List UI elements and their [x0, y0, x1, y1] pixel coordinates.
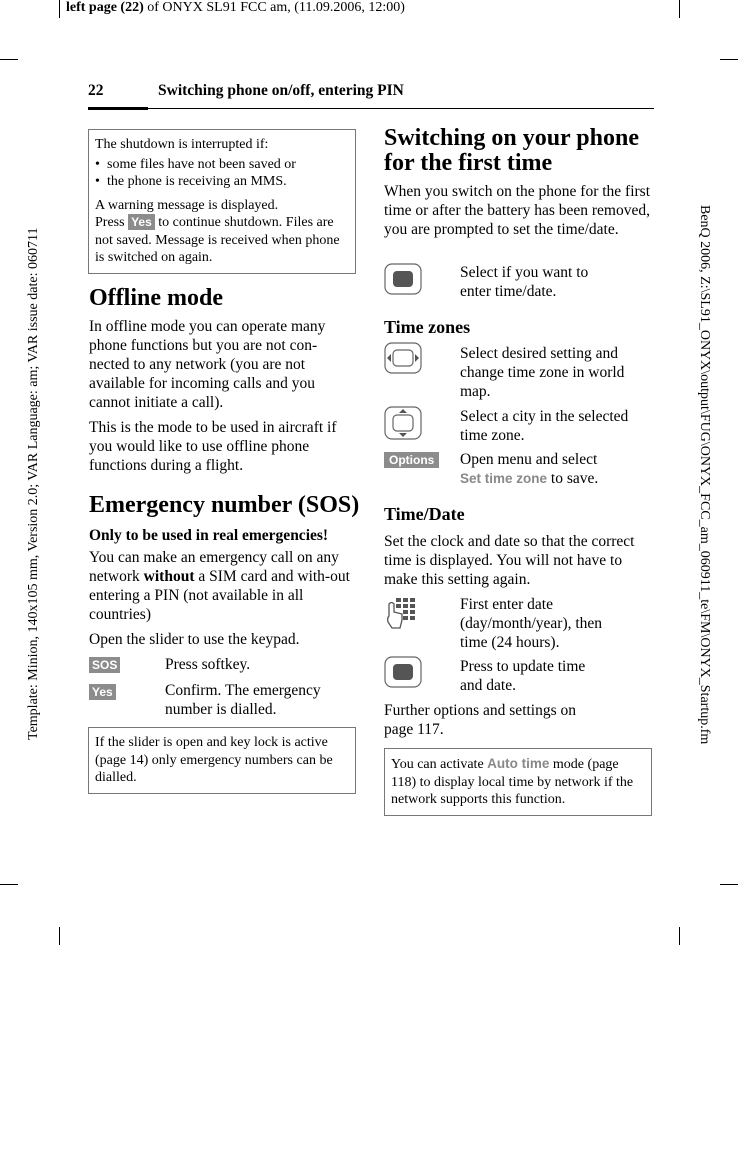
running-header	[88, 82, 654, 109]
note-intro: The shutdown is interrupted if:	[95, 137, 269, 152]
offline-mode-text	[89, 317, 357, 481]
step-open-menu-line: Open menu and select	[460, 451, 598, 468]
print-file-path: BenQ 2006, Z:\SL91_ONYX\output\FUG\ONYX_FCC_am_060911_te\FM\ONYX_Startup.fm	[697, 205, 712, 745]
print-info-top	[66, 0, 405, 16]
auto-time-menu-item: Auto time	[487, 756, 550, 771]
navigate-up-down-icon	[384, 406, 422, 440]
center-key-icon	[384, 656, 422, 688]
yes-softkey: Yes	[128, 214, 155, 230]
shutdown-note-box	[88, 129, 356, 274]
offline-paragraph-1: In offline mode you can operate many phone functions but you are not con-nected to any network (you are not available for incoming calls and you cannot initiate a call).	[89, 318, 326, 411]
note-rest: to continue shutdown. Files are not saved. Message is received when phone is switched on again.	[95, 215, 340, 265]
emergency-paragraph-2: Open the slider to use the keypad.	[89, 631, 300, 648]
heading-line: Switching on your phone	[384, 125, 639, 151]
set-time-zone-menu-item: Set time zone	[460, 471, 548, 486]
sos-softkey: SOS	[89, 657, 120, 673]
offline-paragraph-2: This is the mode to be used in aircraft if you would like to use offline phone functions during a flight.	[89, 419, 337, 474]
emergency-paragraph-1	[89, 548, 357, 624]
print-page-label: left page (22)	[66, 0, 144, 15]
crop-mark	[59, 927, 60, 945]
time-date-heading: Time/Date	[384, 504, 465, 524]
step-save-line	[460, 469, 650, 488]
time-zones-heading: Time zones	[384, 317, 471, 337]
crop-mark	[679, 927, 680, 945]
note-bullet-list	[95, 156, 349, 191]
text-emphasis: without	[143, 568, 195, 585]
text-run: You can make an emergency call on any network	[89, 549, 339, 585]
press-word: Press	[95, 215, 129, 230]
text-run: to save.	[547, 470, 599, 487]
step-open-menu-text	[460, 450, 650, 488]
options-softkey: Options	[384, 452, 439, 468]
list-item: • some files have not been saved or	[95, 156, 349, 174]
offline-mode-heading: Offline mode	[89, 285, 223, 311]
keypad-icon	[384, 596, 418, 630]
header-rule-accent	[88, 107, 148, 110]
print-template-info: Template: Minion, 140x105 mm, Version 2.0; VAR Language: am; VAR issue date: 060711	[26, 227, 41, 740]
step-enter-date-text: First enter date (day/month/year), then time (24 hours).	[460, 596, 603, 651]
first-time-heading	[384, 126, 639, 176]
auto-time-note-box	[384, 748, 652, 816]
step-yes-text: Confirm. The emergency number is dialled.	[165, 682, 321, 718]
emergency-heading: Emergency number (SOS)	[89, 492, 360, 518]
emergency-text	[89, 526, 357, 655]
text-run: a SIM card and with-out entering a PIN (not available in all countries)	[89, 568, 350, 623]
crop-mark	[720, 59, 738, 60]
step-select-city-text: Select a city in the selected time zone.	[460, 408, 629, 444]
emergency-warning: Only to be used in real emergencies!	[89, 527, 329, 544]
time-date-text: Set the clock and date so that the correct time is displayed. You will not have to make this setting again.	[384, 533, 635, 588]
step-sos-text: Press softkey.	[165, 656, 251, 673]
crop-mark	[0, 884, 18, 885]
heading-line: for the first time	[384, 150, 553, 176]
page-title: Switching phone on/off, entering PIN	[158, 82, 404, 99]
print-file-info: of ONYX SL91 FCC am, (11.09.2006, 12:00)	[143, 0, 405, 15]
further-options-text: Further options and settings on page 117.	[384, 702, 577, 738]
page-number: 22	[88, 82, 104, 99]
yes-softkey: Yes	[89, 684, 116, 700]
note-warning-line: A warning message is displayed.	[95, 197, 279, 213]
crop-mark	[679, 0, 680, 18]
note-press-text	[95, 214, 349, 267]
step-select-setting-text: Select desired setting and change time zone in world map.	[460, 345, 625, 400]
crop-mark	[0, 59, 18, 60]
step-update-text: Press to update time and date.	[460, 658, 586, 694]
crop-mark	[59, 0, 60, 18]
step-enter-time-text: Select if you want to enter time/date.	[460, 264, 589, 300]
navigate-left-right-icon	[384, 342, 422, 374]
text-run: mode (page 118) to display local time by network if the network supports this function.	[391, 757, 634, 807]
center-key-icon	[384, 263, 422, 295]
first-time-text: When you switch on the phone for the first time or after the battery has been removed, you are prompted to set the time/date.	[384, 183, 651, 238]
text-run: You can activate	[391, 757, 488, 772]
crop-mark	[720, 884, 738, 885]
list-item: • the phone is receiving an MMS.	[95, 173, 349, 191]
slider-note-box: If the slider is open and key lock is active (page 14) only emergency numbers can be dialled.	[88, 727, 356, 794]
